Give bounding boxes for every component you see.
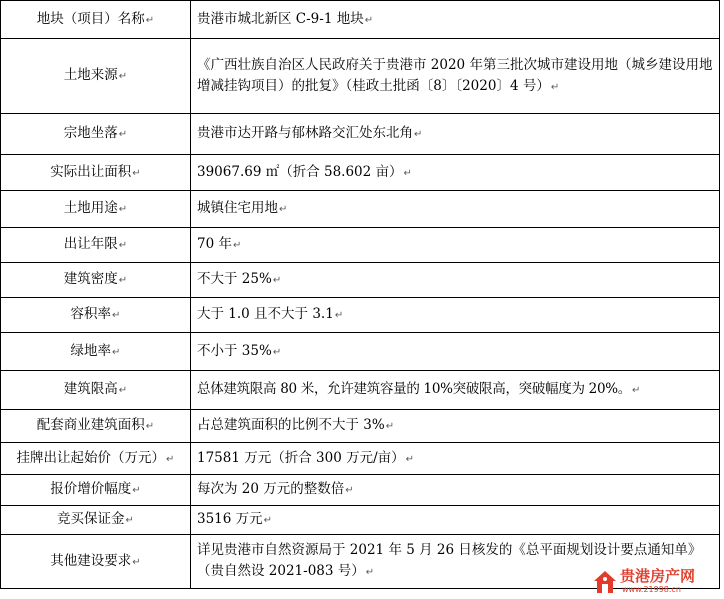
table-row [1,475,720,506]
row-label-green-ratio: 绿地率↵ [1,333,191,371]
table-row [1,371,720,410]
row-value-commercial-area: 占总建筑面积的比例不大于 3%↵ [191,410,720,443]
table-row [1,443,720,475]
table-row [1,39,720,114]
row-value-starting-price: 17581 万元（折合 300 万元/亩）↵ [191,443,720,475]
row-value-bid-increment: 每次为 20 万元的整数倍↵ [191,475,720,506]
table-row [1,333,720,371]
row-value-plot-ratio: 大于 1.0 且不大于 3.1↵ [191,298,720,333]
row-label-area: 实际出让面积↵ [1,155,191,191]
row-value-location: 贵港市达开路与郁林路交汇处东北角↵ [191,114,720,155]
row-label-plot-ratio: 容积率↵ [1,298,191,333]
row-value-building-density: 不大于 25%↵ [191,263,720,298]
row-value-land-use: 城镇住宅用地↵ [191,191,720,228]
table-row [1,263,720,298]
red-house-logo-icon [592,569,618,595]
row-value-height-limit: 总体建筑限高 80 米，允许建筑容量的 10%突破限高，突破幅度为 20%。↵ [191,371,720,410]
row-value-green-ratio: 不小于 35%↵ [191,333,720,371]
watermark-title: 贵港房产网 [620,567,696,585]
row-label-deposit: 竞买保证金↵ [1,506,191,535]
table-row [1,506,720,535]
row-label-parcel-name: 地块（项目）名称↵ [1,1,191,39]
row-value-deposit: 3516 万元↵ [191,506,720,535]
row-label-term: 出让年限↵ [1,228,191,263]
row-label-building-density: 建筑密度↵ [1,263,191,298]
table-row [1,298,720,333]
row-value-other-requirements: 详见贵港市自然资源局于 2021 年 5 月 26 日核发的《总平面规划设计要点通知单》（贵自然设 2021-083 号）↵ [191,535,720,589]
row-value-term: 70 年↵ [191,228,720,263]
row-label-starting-price: 挂牌出让起始价（万元）↵ [1,443,191,475]
row-label-bid-increment: 报价增价幅度↵ [1,475,191,506]
site-watermark [592,567,720,597]
row-label-land-source: 土地来源↵ [1,39,191,114]
table-row [1,191,720,228]
table-row [1,1,720,39]
table-row [1,155,720,191]
watermark-url: www.21998.cn [622,585,681,594]
row-value-parcel-name: 贵港市城北新区 C-9-1 地块↵ [191,1,720,39]
row-label-land-use: 土地用途↵ [1,191,191,228]
row-label-other-requirements: 其他建设要求↵ [1,535,191,589]
table-row [1,228,720,263]
table-row [1,114,720,155]
row-label-height-limit: 建筑限高↵ [1,371,191,410]
row-value-land-source: 《广西壮族自治区人民政府关于贵港市 2020 年第三批次城市建设用地（城乡建设用地增减挂钩项目）的批复》（桂政土批函〔8〕〔2020〕4 号）↵ [191,39,720,114]
row-label-commercial-area: 配套商业建筑面积↵ [1,410,191,443]
row-label-location: 宗地坐落↵ [1,114,191,155]
row-value-area: 39067.69 ㎡（折合 58.602 亩）↵ [191,155,720,191]
table-row [1,410,720,443]
